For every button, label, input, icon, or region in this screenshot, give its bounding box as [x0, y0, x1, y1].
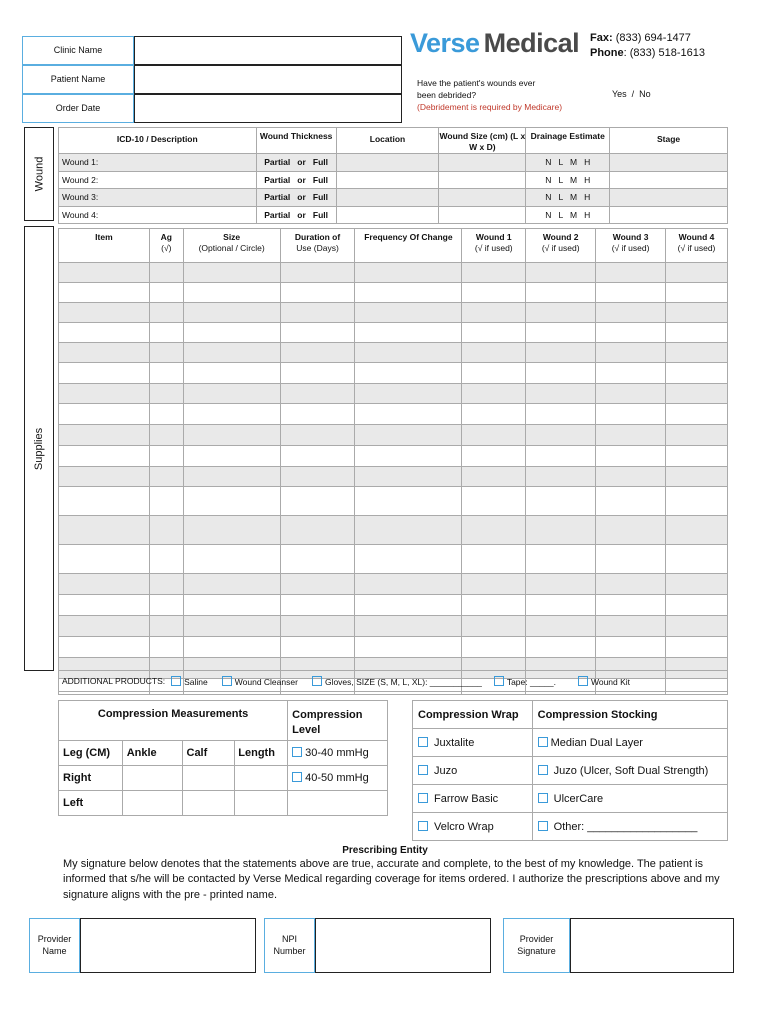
- supply-cell[interactable]: [462, 467, 526, 487]
- supply-cell[interactable]: [149, 574, 183, 595]
- header-drainage: Drainage Estimate: [526, 128, 610, 154]
- supply-row: [59, 303, 728, 323]
- supply-cell[interactable]: [666, 574, 728, 595]
- supply-cell[interactable]: [183, 616, 280, 637]
- supply-row: [59, 263, 728, 283]
- supply-cell[interactable]: [59, 343, 150, 363]
- supply-cell[interactable]: [355, 446, 462, 467]
- supply-cell[interactable]: [59, 425, 150, 446]
- wound-row: Wound 3: Partial or Full N L M H: [59, 189, 728, 207]
- wound-cleanser-option[interactable]: Wound Cleanser: [222, 676, 298, 687]
- supply-cell[interactable]: [59, 487, 150, 516]
- checkbox-icon: [418, 737, 428, 747]
- checkbox-icon: [494, 676, 504, 686]
- supply-row: [59, 425, 728, 446]
- additional-products: ADDITIONAL PRODUCTS: Saline Wound Cleanser Gloves, SIZE (S, M, L, XL): ___________ Tape: _____. Wound Kit: [58, 670, 728, 692]
- supply-cell[interactable]: [355, 303, 462, 323]
- supply-cell[interactable]: [280, 574, 355, 595]
- order-date-label: Order Date: [22, 94, 134, 123]
- supply-cell[interactable]: [526, 425, 596, 446]
- supply-cell[interactable]: [183, 516, 280, 545]
- header-location: Location: [336, 128, 439, 154]
- supply-cell[interactable]: [596, 425, 666, 446]
- npi-number-label: NPI Number: [264, 918, 315, 973]
- provider-name-field[interactable]: [80, 918, 256, 973]
- supply-cell[interactable]: [462, 343, 526, 363]
- supply-cell[interactable]: [183, 404, 280, 425]
- order-date-field[interactable]: [134, 94, 402, 123]
- supply-cell[interactable]: [59, 616, 150, 637]
- supply-cell[interactable]: [596, 467, 666, 487]
- supplies-header: Ag (√): [149, 229, 183, 263]
- supply-row: [59, 384, 728, 404]
- supply-cell[interactable]: [526, 616, 596, 637]
- stocking-other-option[interactable]: Other: __________________: [532, 813, 727, 841]
- compression-level-title: Compression Level: [288, 701, 388, 741]
- provider-signature-label: Provider Signature: [503, 918, 570, 973]
- supply-cell[interactable]: [149, 323, 183, 343]
- supply-cell[interactable]: [596, 574, 666, 595]
- supply-cell[interactable]: [462, 404, 526, 425]
- supply-cell[interactable]: [526, 595, 596, 616]
- supply-cell[interactable]: [149, 446, 183, 467]
- wrap-farrow-option[interactable]: Farrow Basic: [413, 785, 533, 813]
- supply-cell[interactable]: [149, 303, 183, 323]
- supply-cell[interactable]: [666, 637, 728, 658]
- supply-cell[interactable]: [59, 574, 150, 595]
- wrap-juxtalite-option[interactable]: Juxtalite: [413, 729, 533, 757]
- checkbox-icon: [222, 676, 232, 686]
- supply-cell[interactable]: [666, 545, 728, 574]
- wound-kit-option[interactable]: Wound Kit: [578, 676, 630, 687]
- supply-cell[interactable]: [666, 263, 728, 283]
- wrap-velcro-option[interactable]: Velcro Wrap: [413, 813, 533, 841]
- npi-number-field[interactable]: [315, 918, 491, 973]
- supply-cell[interactable]: [666, 446, 728, 467]
- supply-cell[interactable]: [355, 425, 462, 446]
- supply-cell[interactable]: [280, 363, 355, 384]
- supply-cell[interactable]: [666, 616, 728, 637]
- supplies-header: Wound 1 (√ if used): [462, 229, 526, 263]
- supply-cell[interactable]: [596, 637, 666, 658]
- checkbox-icon: [418, 765, 428, 775]
- supply-cell[interactable]: [355, 363, 462, 384]
- supply-cell[interactable]: [596, 487, 666, 516]
- supply-cell[interactable]: [462, 363, 526, 384]
- supply-cell[interactable]: [355, 283, 462, 303]
- supply-cell[interactable]: [462, 425, 526, 446]
- supply-cell[interactable]: [149, 425, 183, 446]
- supply-cell[interactable]: [596, 516, 666, 545]
- supply-cell[interactable]: [526, 404, 596, 425]
- supply-cell[interactable]: [59, 263, 150, 283]
- supply-cell[interactable]: [596, 545, 666, 574]
- supply-cell[interactable]: [149, 637, 183, 658]
- checkbox-icon: [418, 821, 428, 831]
- supply-cell[interactable]: [149, 545, 183, 574]
- supply-cell[interactable]: [355, 595, 462, 616]
- supply-cell[interactable]: [149, 404, 183, 425]
- compression-measurements-title: Compression Measurements: [59, 701, 288, 741]
- supply-cell[interactable]: [666, 323, 728, 343]
- wound-row: Wound 2: Partial or Full N L M H: [59, 171, 728, 189]
- supply-cell[interactable]: [355, 384, 462, 404]
- checkbox-icon: [312, 676, 322, 686]
- yes-no-choice[interactable]: Yes / No: [612, 89, 651, 99]
- supply-cell[interactable]: [355, 545, 462, 574]
- supplies-header: Duration of Use (Days): [280, 229, 355, 263]
- supply-cell[interactable]: [280, 487, 355, 516]
- supply-cell[interactable]: [183, 343, 280, 363]
- supply-cell[interactable]: [596, 323, 666, 343]
- header-size: Wound Size (cm) (L x W x D): [439, 128, 526, 154]
- supply-cell[interactable]: [526, 363, 596, 384]
- supply-cell[interactable]: [149, 595, 183, 616]
- stocking-juzo-option[interactable]: Juzo (Ulcer, Soft Dual Strength): [532, 757, 727, 785]
- supply-cell[interactable]: [149, 467, 183, 487]
- supply-cell[interactable]: [355, 487, 462, 516]
- supply-cell[interactable]: [666, 363, 728, 384]
- supply-cell[interactable]: [462, 516, 526, 545]
- clinic-name-field[interactable]: [134, 36, 402, 65]
- supply-cell[interactable]: [462, 446, 526, 467]
- stocking-median-option[interactable]: Median Dual Layer: [532, 729, 727, 757]
- compression-measurements-table: Compression Measurements Compression Level Leg (CM) Ankle Calf Length 30-40 mmHg Right 40-50 mmHg Left: [58, 700, 388, 816]
- supply-cell[interactable]: [280, 516, 355, 545]
- compression-wrap-stocking-table: Compression Wrap Compression Stocking Juxtalite Median Dual Layer Juzo Juzo (Ulcer, Soft Dual Strength) Farrow Basic UlcerCare Velcro Wrap Other: __________________: [412, 700, 728, 841]
- supply-cell[interactable]: [149, 384, 183, 404]
- supply-cell[interactable]: [183, 263, 280, 283]
- supply-cell[interactable]: [59, 384, 150, 404]
- supply-cell[interactable]: [280, 263, 355, 283]
- supply-cell[interactable]: [596, 263, 666, 283]
- checkbox-icon: [292, 772, 302, 782]
- supply-cell[interactable]: [666, 595, 728, 616]
- supply-cell[interactable]: [526, 545, 596, 574]
- supply-cell[interactable]: [355, 616, 462, 637]
- supply-cell[interactable]: [666, 283, 728, 303]
- supply-cell[interactable]: [526, 263, 596, 283]
- checkbox-icon: [538, 793, 548, 803]
- supply-cell[interactable]: [280, 384, 355, 404]
- supply-cell[interactable]: [280, 425, 355, 446]
- supply-cell[interactable]: [183, 467, 280, 487]
- supply-cell[interactable]: [280, 545, 355, 574]
- supply-cell[interactable]: [59, 545, 150, 574]
- supply-cell[interactable]: [355, 574, 462, 595]
- supply-cell[interactable]: [59, 446, 150, 467]
- wound-table: [58, 127, 728, 224]
- supply-cell[interactable]: [280, 595, 355, 616]
- supply-cell[interactable]: [280, 283, 355, 303]
- supply-cell[interactable]: [526, 323, 596, 343]
- supply-cell[interactable]: [596, 384, 666, 404]
- header-stage: Stage: [610, 128, 728, 154]
- supply-cell[interactable]: [280, 404, 355, 425]
- supply-cell[interactable]: [59, 404, 150, 425]
- supply-cell[interactable]: [355, 343, 462, 363]
- clinic-name-label: Clinic Name: [22, 36, 134, 65]
- provider-signature-field[interactable]: [570, 918, 734, 973]
- supply-cell[interactable]: [280, 303, 355, 323]
- supply-cell[interactable]: [149, 263, 183, 283]
- supply-cell[interactable]: [59, 516, 150, 545]
- supplies-header: Frequency Of Change: [355, 229, 462, 263]
- wrap-juzo-option[interactable]: Juzo: [413, 757, 533, 785]
- supply-cell[interactable]: [280, 323, 355, 343]
- supply-cell[interactable]: [666, 516, 728, 545]
- supply-cell[interactable]: [462, 545, 526, 574]
- supply-cell[interactable]: [462, 263, 526, 283]
- checkbox-icon: [538, 765, 548, 775]
- supply-row: [59, 323, 728, 343]
- supply-cell[interactable]: [462, 487, 526, 516]
- supply-cell[interactable]: [59, 303, 150, 323]
- verse-medical-logo: Verse Medical: [410, 28, 580, 58]
- supplies-side-label: Supplies: [24, 226, 54, 671]
- stocking-ulcercare-option[interactable]: UlcerCare: [532, 785, 727, 813]
- supply-cell[interactable]: [462, 616, 526, 637]
- supply-row: [59, 616, 728, 637]
- supply-cell[interactable]: [666, 467, 728, 487]
- supply-cell[interactable]: [596, 303, 666, 323]
- supply-cell[interactable]: [355, 323, 462, 343]
- supply-cell[interactable]: [596, 283, 666, 303]
- checkbox-icon: [171, 676, 181, 686]
- supply-cell[interactable]: [596, 446, 666, 467]
- debrided-question: Have the patient's wounds ever been debrided? (Debridement is required by Medicare): [417, 78, 563, 112]
- supply-cell[interactable]: [526, 487, 596, 516]
- supply-cell[interactable]: [666, 384, 728, 404]
- phone-line: Phone: (833) 518-1613: [590, 47, 705, 59]
- supply-cell[interactable]: [59, 323, 150, 343]
- supply-cell[interactable]: [183, 384, 280, 404]
- supply-cell[interactable]: [280, 637, 355, 658]
- supply-cell[interactable]: [355, 404, 462, 425]
- supply-row: [59, 487, 728, 516]
- supply-cell[interactable]: [280, 616, 355, 637]
- supply-cell[interactable]: [666, 303, 728, 323]
- supply-cell[interactable]: [59, 637, 150, 658]
- supplies-header: Wound 4 (√ if used): [666, 229, 728, 263]
- supply-cell[interactable]: [666, 425, 728, 446]
- supply-cell[interactable]: [596, 404, 666, 425]
- supply-cell[interactable]: [526, 516, 596, 545]
- supply-row: [59, 637, 728, 658]
- supply-cell[interactable]: [666, 343, 728, 363]
- supply-cell[interactable]: [59, 363, 150, 384]
- supply-row: [59, 343, 728, 363]
- supply-cell[interactable]: [183, 363, 280, 384]
- supply-row: [59, 574, 728, 595]
- supply-cell[interactable]: [183, 323, 280, 343]
- supply-cell[interactable]: [596, 363, 666, 384]
- supply-cell[interactable]: [526, 467, 596, 487]
- supply-cell[interactable]: [149, 616, 183, 637]
- supply-cell[interactable]: [149, 487, 183, 516]
- supply-cell[interactable]: [280, 467, 355, 487]
- supply-cell[interactable]: [462, 283, 526, 303]
- checkbox-icon: [292, 747, 302, 757]
- saline-option[interactable]: Saline: [171, 676, 208, 687]
- supply-cell[interactable]: [462, 384, 526, 404]
- supply-cell[interactable]: [526, 637, 596, 658]
- supply-row: [59, 363, 728, 384]
- checkbox-icon: [538, 821, 548, 831]
- supply-cell[interactable]: [183, 574, 280, 595]
- supply-cell[interactable]: [526, 446, 596, 467]
- supply-cell[interactable]: [462, 595, 526, 616]
- supply-cell[interactable]: [280, 343, 355, 363]
- supply-cell[interactable]: [526, 283, 596, 303]
- supply-cell[interactable]: [59, 283, 150, 303]
- supply-cell[interactable]: [149, 363, 183, 384]
- supply-row: [59, 404, 728, 425]
- supply-cell[interactable]: [526, 384, 596, 404]
- supplies-table: [58, 228, 728, 695]
- supply-cell[interactable]: [355, 516, 462, 545]
- supply-cell[interactable]: [183, 425, 280, 446]
- supply-row: [59, 283, 728, 303]
- tape-option[interactable]: Tape: _____.: [494, 676, 556, 687]
- supplies-header: Size (Optional / Circle): [183, 229, 280, 263]
- gloves-option[interactable]: Gloves, SIZE (S, M, L, XL): ___________: [312, 676, 482, 687]
- supply-row: [59, 467, 728, 487]
- supply-cell[interactable]: [596, 595, 666, 616]
- header-icd: ICD-10 / Description: [59, 128, 257, 154]
- supply-row: [59, 446, 728, 467]
- supplies-header: Wound 2 (√ if used): [526, 229, 596, 263]
- supply-cell[interactable]: [59, 467, 150, 487]
- level-40-50-option[interactable]: 40-50 mmHg: [288, 766, 388, 791]
- prescribing-statement: My signature below denotes that the statements above are true, accurate and complete, to the best of my knowledge. The patient is informed that s/he will be contacted by Verse Medical regarding coverage for items ordered. I authorize the prescriptions above and my signature aligns with the pre - printed name.: [63, 858, 720, 901]
- supply-cell[interactable]: [149, 343, 183, 363]
- supply-cell[interactable]: [183, 283, 280, 303]
- supply-cell[interactable]: [355, 263, 462, 283]
- supply-cell[interactable]: [149, 516, 183, 545]
- supply-cell[interactable]: [462, 303, 526, 323]
- supply-cell[interactable]: [462, 323, 526, 343]
- checkbox-icon: [418, 793, 428, 803]
- patient-name-label: Patient Name: [22, 65, 134, 94]
- checkbox-icon: [578, 676, 588, 686]
- supply-cell[interactable]: [355, 467, 462, 487]
- fax-line: Fax: (833) 694-1477: [590, 32, 691, 44]
- supplies-header: Wound 3 (√ if used): [596, 229, 666, 263]
- wound-side-label: Wound: [24, 127, 54, 221]
- wound-row: Wound 1: Partial or Full N L M H: [59, 154, 728, 172]
- patient-name-field[interactable]: [134, 65, 402, 94]
- wound-row: Wound 4: Partial or Full N L M H: [59, 206, 728, 224]
- header-thickness: Wound Thickness: [256, 128, 336, 154]
- supply-cell[interactable]: [666, 487, 728, 516]
- supply-cell[interactable]: [183, 303, 280, 323]
- supply-row: [59, 516, 728, 545]
- supply-cell[interactable]: [526, 343, 596, 363]
- supply-cell[interactable]: [666, 404, 728, 425]
- provider-name-label: Provider Name: [29, 918, 80, 973]
- supply-cell[interactable]: [462, 574, 526, 595]
- level-30-40-option[interactable]: 30-40 mmHg: [288, 741, 388, 766]
- prescribing-entity-title: Prescribing Entity: [342, 845, 428, 856]
- supply-cell[interactable]: [59, 595, 150, 616]
- supply-cell[interactable]: [183, 595, 280, 616]
- supply-cell[interactable]: [462, 637, 526, 658]
- supply-cell[interactable]: [149, 283, 183, 303]
- supply-cell[interactable]: [526, 574, 596, 595]
- supply-cell[interactable]: [183, 545, 280, 574]
- supply-cell[interactable]: [355, 637, 462, 658]
- checkbox-icon: [538, 737, 548, 747]
- supply-row: [59, 595, 728, 616]
- supply-row: [59, 545, 728, 574]
- supply-cell[interactable]: [183, 637, 280, 658]
- supplies-header: Item: [59, 229, 150, 263]
- supply-cell[interactable]: [183, 446, 280, 467]
- supply-cell[interactable]: [183, 487, 280, 516]
- supply-cell[interactable]: [526, 303, 596, 323]
- supply-cell[interactable]: [596, 616, 666, 637]
- supply-cell[interactable]: [280, 446, 355, 467]
- supply-cell[interactable]: [596, 343, 666, 363]
